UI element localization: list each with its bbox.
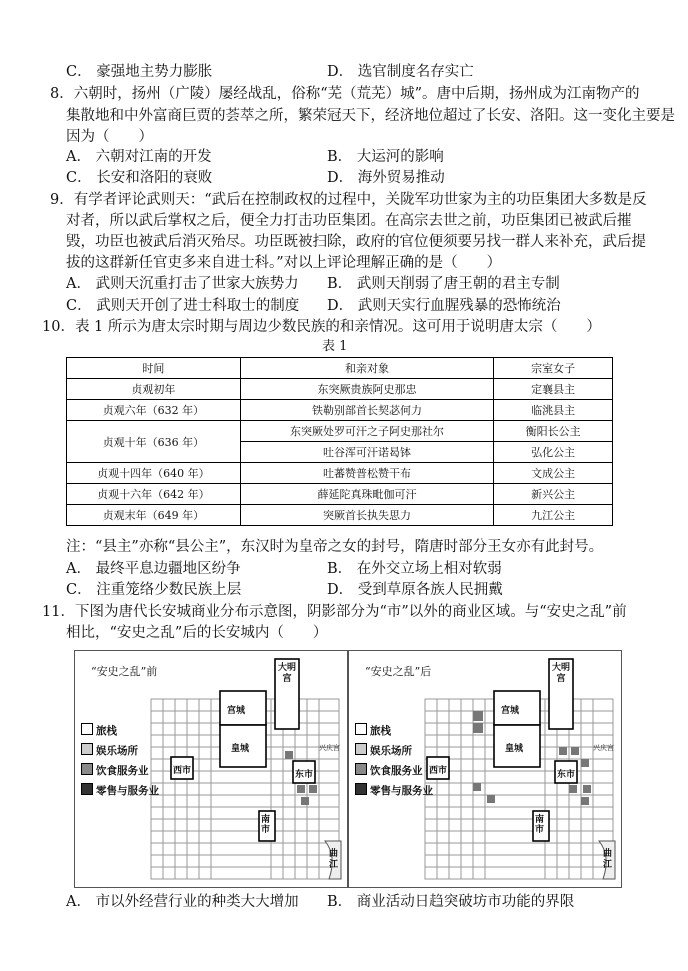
legend-entertainment: 娱乐场所 [81, 743, 138, 758]
q8-stem-line-3: 因为（ ） [66, 129, 153, 145]
q9-stem-line-1: 9．有学者评论武则天：“武后在控制政权的过程中，关陇军功世家为主的功臣集团大多数是反 [50, 192, 647, 208]
table-row [67, 379, 613, 400]
cell: 东突厥处罗可汗之子阿史那社尔 [240, 421, 494, 442]
catering-icon [355, 763, 367, 775]
dongshi-label: 东市 [557, 770, 576, 780]
cell: 东突厥贵族阿史那忠 [240, 379, 494, 400]
table-row [67, 400, 613, 421]
q8-option-c[interactable]: C． 长安和洛阳的衰败 [66, 170, 213, 186]
q11-stem-line-1: 11．下图为唐代长安城商业分布示意图，阴影部分为“市”以外的商业区域。与“安史之乱”前 [42, 604, 627, 620]
q8-option-d[interactable]: D． 海外贸易推动 [327, 170, 445, 186]
huangcheng-label: 皇城 [505, 744, 524, 754]
cell: 贞观初年 [67, 379, 241, 400]
q10-option-a[interactable]: A． 最终平息边疆地区纷争 [66, 561, 241, 577]
xingqing-label: 兴庆宫 [593, 744, 614, 752]
lodging-icon [81, 723, 93, 735]
table-title: 表 1 [322, 339, 348, 354]
q10-option-c[interactable]: C． 注重笼络少数民族上层 [66, 582, 242, 598]
entertainment-icon [81, 743, 93, 755]
qujiang-label: 曲江 [329, 849, 339, 870]
header-woman: 宗室女子 [494, 358, 613, 379]
cell: 定襄县主 [494, 379, 613, 400]
catering-icon [81, 763, 93, 775]
q8-stem-line-2: 集散地和中外富商巨贾的荟萃之所，繁荣冠天下，经济地位超过了长安、洛阳。这一变化主要是 [66, 108, 675, 124]
cell: 文成公主 [494, 463, 613, 484]
huangcheng-label: 皇城 [231, 744, 250, 754]
legend-lodging: 旅栈 [81, 723, 117, 738]
dongshi-label: 东市 [295, 770, 314, 780]
cell: 薛延陀真珠毗伽可汗 [240, 484, 494, 505]
heqin-table [66, 357, 613, 526]
legend-entertainment: 娱乐场所 [355, 743, 412, 758]
lodging-icon [355, 723, 367, 735]
q9-option-a[interactable]: A． 武则天沉重打击了世家大族势力 [66, 276, 299, 292]
q10-option-b[interactable]: B． 在外交立场上相对软弱 [327, 561, 502, 577]
cell: 衡阳长公主 [494, 421, 613, 442]
map-after [348, 650, 622, 888]
legend-catering: 饮食服务业 [81, 763, 149, 778]
q9-option-d[interactable]: D． 武则天实行血腥残暴的恐怖统治 [327, 298, 561, 314]
q7-option-d[interactable]: D． 选官制度名存实亡 [327, 64, 474, 80]
table-header-row [67, 358, 613, 379]
q9-stem-line-4: 拔的这群新任官吏多来自进士科。”对以上评论理解正确的是（ ） [66, 255, 502, 271]
cell: 临洮县主 [494, 400, 613, 421]
nanshi-label: 南市 [535, 815, 545, 835]
cell: 九江公主 [494, 505, 613, 526]
q7-option-c[interactable]: C． 豪强地主势力膨胀 [66, 64, 213, 80]
cell: 贞观十年（636 年） [67, 421, 241, 463]
retail-icon [81, 783, 93, 795]
entertainment-icon [355, 743, 367, 755]
map-before [74, 650, 348, 888]
cell: 贞观末年（649 年） [67, 505, 241, 526]
legend-retail: 零售与服务业 [355, 783, 433, 798]
header-target: 和亲对象 [240, 358, 494, 379]
q10-stem: 10．表 1 所示为唐太宗时期与周边少数民族的和亲情况。这可用于说明唐太宗（ ） [42, 319, 601, 335]
daming-label: 大明宫 [552, 663, 571, 684]
q11-stem-line-2: 相比，“安史之乱”后的长安城内（ ） [66, 625, 328, 641]
cell: 吐蕃赞普松赞干布 [240, 463, 494, 484]
header-time: 时间 [67, 358, 241, 379]
q9-option-b[interactable]: B． 武则天削弱了唐王朝的君主专制 [327, 276, 560, 292]
cell: 弘化公主 [494, 442, 613, 463]
map-after-title: “安史之乱”后 [365, 665, 432, 678]
gongcheng-label: 宫城 [227, 706, 246, 716]
table-row [67, 463, 613, 484]
q9-stem-line-3: 毁，功臣也被武后消灭殆尽。功臣既被扫除，政府的官位便须要另找一群人来补充，武后提 [66, 234, 646, 250]
q11-option-a[interactable]: A． 市以外经营行业的种类大大增加 [66, 894, 299, 910]
cell: 贞观六年（632 年） [67, 400, 241, 421]
xishi-label: 西市 [429, 766, 448, 776]
daming-label: 大明宫 [278, 663, 297, 684]
cell: 铁勒别部首长契苾何力 [240, 400, 494, 421]
cell: 贞观十六年（642 年） [67, 484, 241, 505]
table-row [67, 421, 613, 442]
q11-option-b[interactable]: B． 商业活动日趋突破坊市功能的界限 [327, 894, 575, 910]
table-row [67, 505, 613, 526]
qujiang-label: 曲江 [603, 849, 613, 870]
legend-lodging: 旅栈 [355, 723, 391, 738]
cell: 突厥首长执失思力 [240, 505, 494, 526]
cell: 新兴公主 [494, 484, 613, 505]
q8-option-b[interactable]: B． 大运河的影响 [327, 149, 444, 165]
legend-catering: 饮食服务业 [355, 763, 423, 778]
xingqing-label: 兴庆宫 [319, 744, 340, 752]
legend-retail: 零售与服务业 [81, 783, 159, 798]
map-before-title: “安史之乱”前 [91, 665, 158, 678]
retail-icon [355, 783, 367, 795]
xishi-label: 西市 [173, 766, 192, 776]
q8-option-a[interactable]: A． 六朝对江南的开发 [66, 149, 212, 165]
q9-stem-line-2: 对者，所以武后掌权之后，便全力打击功臣集团。在高宗去世之前，功臣集团已被武后摧 [66, 213, 632, 229]
q10-option-d[interactable]: D． 受到草原各族人民拥戴 [327, 582, 503, 598]
q9-option-c[interactable]: C． 武则天开创了进士科取士的制度 [66, 298, 300, 314]
gongcheng-label: 宫城 [501, 706, 520, 716]
table-note: 注：“县主”亦称“县公主”，东汉时为皇帝之女的封号，隋唐时部分王女亦有此封号。 [66, 539, 604, 555]
q8-stem-line-1: 8．六朝时，扬州（广陵）屡经战乱，俗称“芜（荒芜）城”。唐中后期，扬州成为江南物产的 [50, 86, 640, 102]
cell: 贞观十四年（640 年） [67, 463, 241, 484]
table-row [67, 484, 613, 505]
cell: 吐谷浑可汗诺曷钵 [240, 442, 494, 463]
nanshi-label: 南市 [261, 815, 271, 835]
